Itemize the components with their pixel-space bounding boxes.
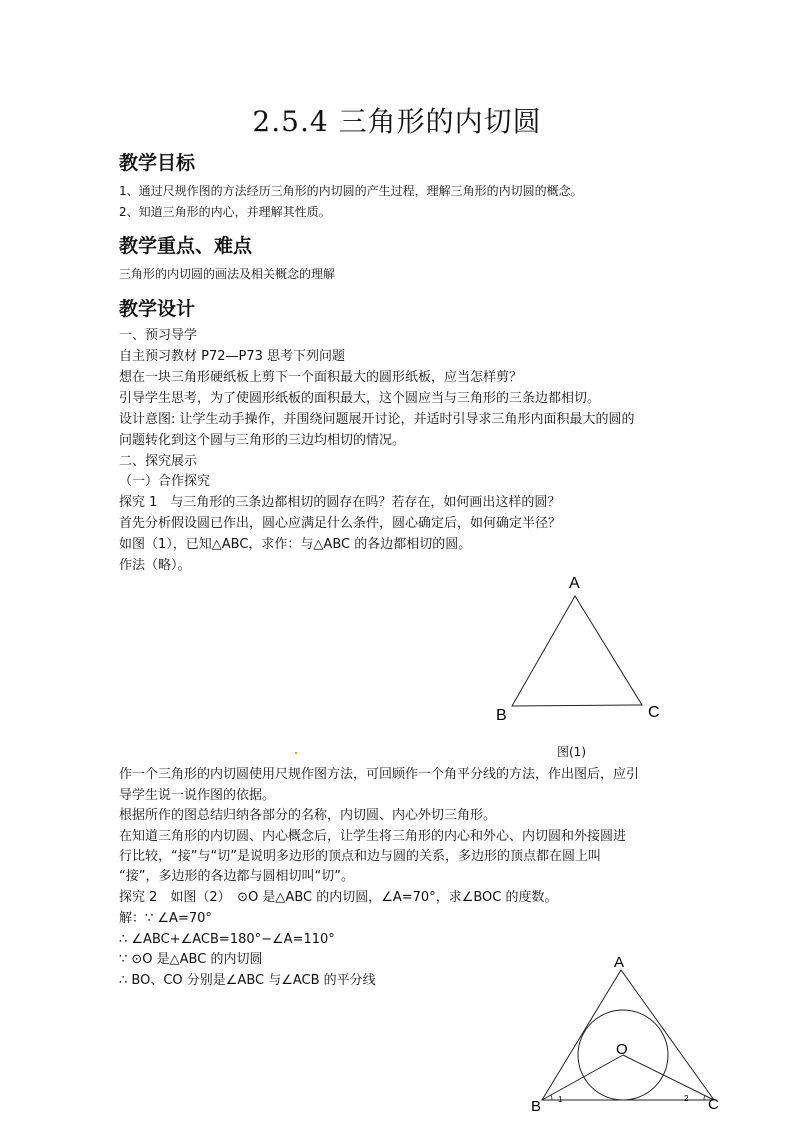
solution-line: ∵ ⊙O 是△ABC 的内切圆	[119, 952, 263, 967]
goal-item-2: 2、知道三角形的内心，并理解其性质。	[119, 205, 331, 219]
design-line: 自主预习教材 P72—P73 思考下列问题	[119, 349, 346, 364]
vertex-c-label: C	[648, 704, 660, 721]
design-line: 探究 1 与三角形的三条边都相切的圆存在吗？若存在，如何画出这样的圆？	[119, 495, 561, 510]
design-line: 引导学生思考，为了使圆形纸板的面积最大，这个圆应当与三角形的三条边都相切。	[119, 391, 601, 406]
design-line: 如图（1），已知△ABC，求作：与△ABC 的各边都相切的圆。	[119, 537, 472, 552]
solution-line: ∴ BO、CO 分别是∠ABC 与∠ACB 的平分线	[119, 973, 376, 988]
figure-2-incircle	[525, 948, 725, 1118]
vertex-a-label: A	[569, 575, 580, 592]
design-line: 一、预习导学	[119, 328, 198, 343]
center-o-label: O	[616, 1041, 628, 1058]
design-line: 问题转化到这个圆与三角形的三边均相切的情况。	[119, 433, 406, 448]
vertex-a-label: A	[614, 954, 625, 971]
vertex-b-label: B	[496, 707, 507, 724]
stray-dot	[295, 752, 297, 754]
page-title: 2.5.4 三角形的内切圆	[252, 105, 542, 138]
solution-line: 解：∵ ∠A=70°	[119, 911, 212, 926]
after-line: 作一个三角形的内切圆使用尺规作图方法，可回顾作一个角平分线的方法，作出图后，应引	[119, 767, 640, 782]
after-line: 导学生说一说作图的依据。	[119, 788, 276, 803]
angle-1-label: 1	[558, 1095, 563, 1104]
after-line: 在知道三角形的内切圆、内心概念后，让学生将三角形的内心和外心、内切圆和外接圆进	[119, 829, 627, 844]
design-line: 设计意图: 让学生动手操作，并围绕问题展开讨论，并适时引导求三角形内面积最大的圆的	[119, 412, 635, 427]
design-line: 二、探究展示	[119, 454, 198, 469]
after-line: 行比较，“接”与“切”是说明多边形的顶点和边与圆的关系，多边形的顶点都在圆上叫	[119, 849, 601, 864]
design-line: 首先分析假设圆已作出，圆心应满足什么条件，圆心确定后，如何确定半径？	[119, 516, 562, 531]
design-line: 想在一块三角形硬纸板上剪下一个面积最大的圆形纸板，应当怎样剪？	[119, 370, 523, 385]
solution-line: ∴ ∠ABC+∠ACB=180°−∠A=110°	[119, 932, 335, 947]
after-line: “接”，多边形的各边都与圆相切叫“切”。	[119, 869, 354, 884]
goal-item-1: 1、通过尺规作图的方法经历三角形的内切圆的产生过程，理解三角形的内切圆的概念。	[119, 184, 583, 198]
design-line: 作法（略）。	[119, 558, 191, 573]
after-line: 根据所作的图总结归纳各部分的名称，内切圆、内心外切三角形。	[119, 808, 497, 823]
vertex-c-label: C	[708, 1096, 719, 1113]
key-points-heading: 教学重点、难点	[119, 235, 253, 257]
figure-1-caption: 图(1)	[557, 745, 586, 759]
angle-2-label: 2	[684, 1094, 689, 1103]
vertex-b-label: B	[531, 1098, 542, 1115]
exercise-2: 探究 2 如图（2） ⊙O 是△ABC 的内切圆，∠A=70°，求∠BOC 的度数。	[119, 890, 558, 905]
figure-1-triangle	[480, 570, 690, 730]
goals-heading: 教学目标	[119, 152, 196, 174]
design-heading: 教学设计	[119, 298, 196, 320]
design-line: （一）合作探究	[119, 474, 211, 489]
key-points-text: 三角形的内切圆的画法及相关概念的理解	[119, 267, 336, 281]
